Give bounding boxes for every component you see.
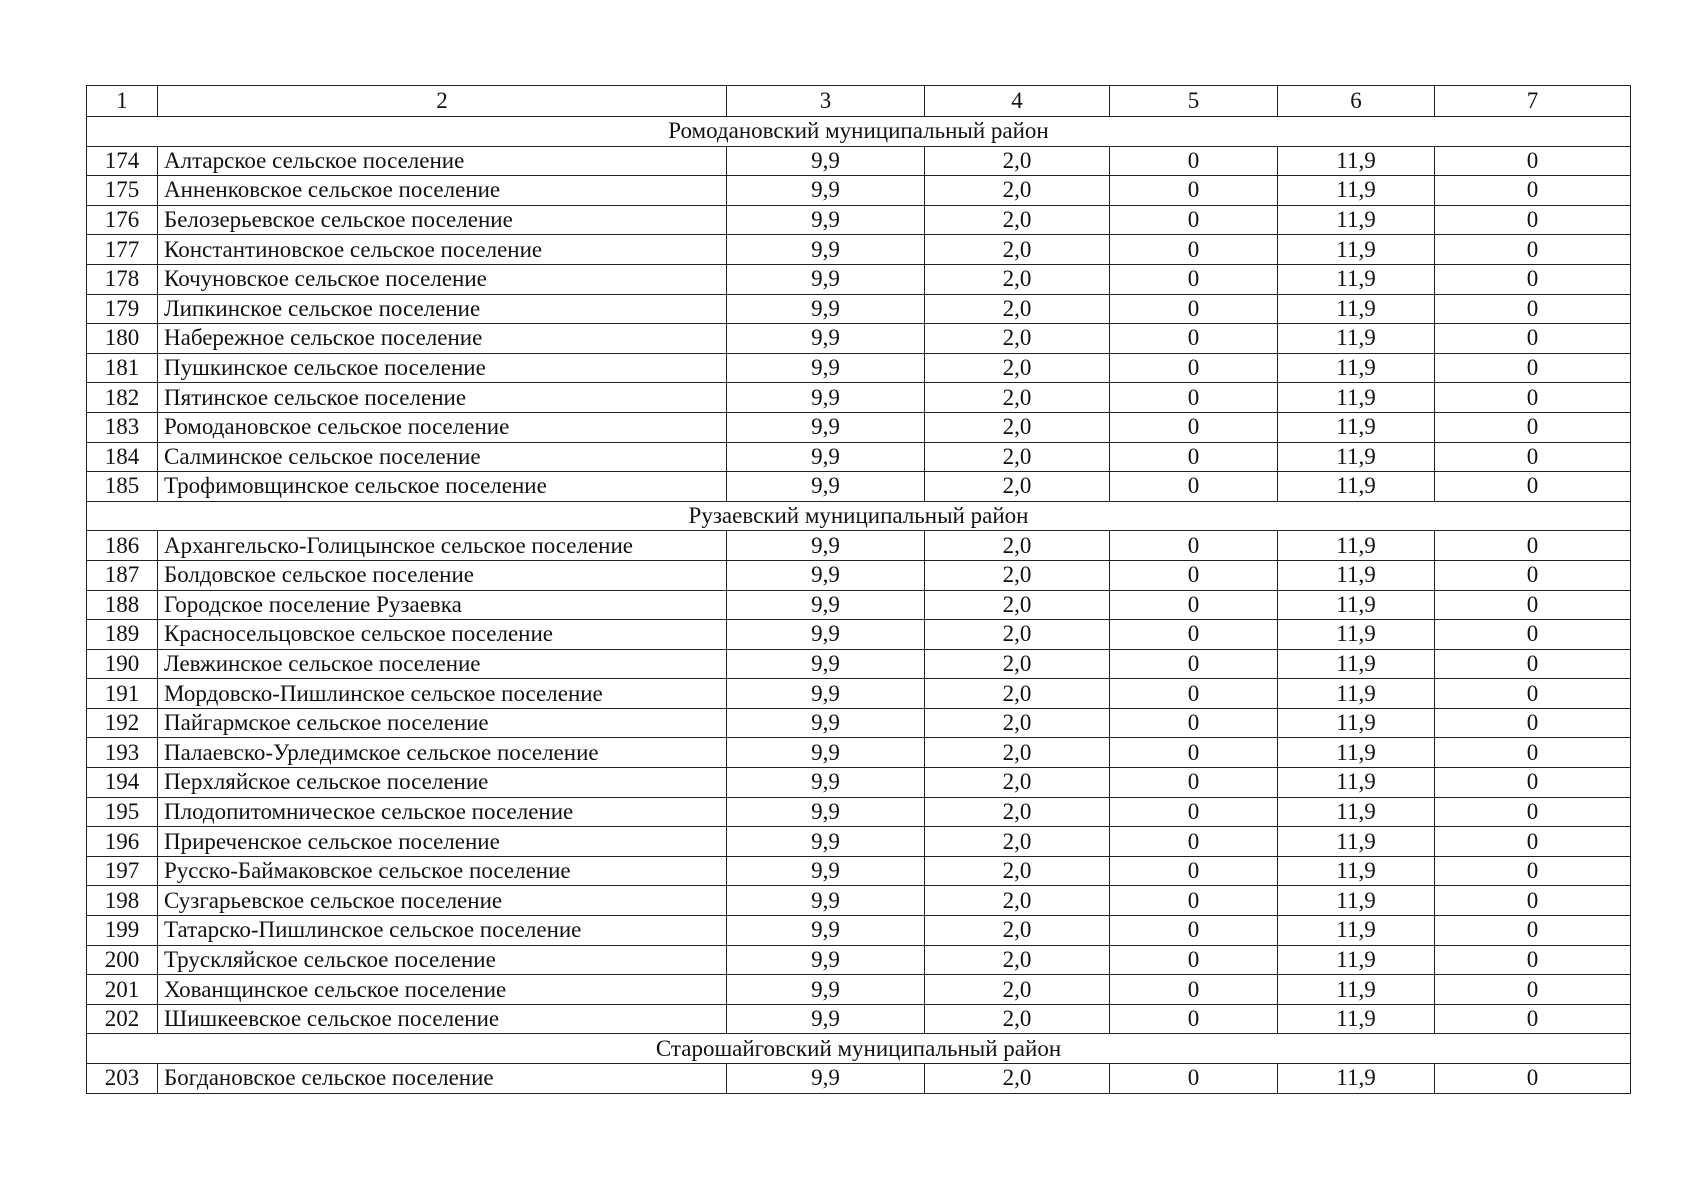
col7-value-cell: 0 <box>1435 768 1631 798</box>
col6-value-cell: 11,9 <box>1278 856 1435 886</box>
row-number-cell: 179 <box>87 294 158 324</box>
table-row <box>87 827 1631 857</box>
column-number-cell: 6 <box>1278 86 1435 117</box>
col4-value-cell: 2,0 <box>925 886 1110 916</box>
col7-value-cell: 0 <box>1435 412 1631 442</box>
col6-value-cell: 11,9 <box>1278 679 1435 709</box>
settlement-name-cell: Салминское сельское поселение <box>158 442 727 472</box>
col6-value-cell: 11,9 <box>1278 649 1435 679</box>
col4-value-cell: 2,0 <box>925 945 1110 975</box>
section-title: Старошайговский муниципальный район <box>87 1034 1631 1064</box>
row-number-cell: 183 <box>87 412 158 442</box>
col3-value-cell: 9,9 <box>727 886 925 916</box>
col4-value-cell: 2,0 <box>925 827 1110 857</box>
row-number-cell: 197 <box>87 856 158 886</box>
section-row <box>87 501 1631 531</box>
col6-value-cell: 11,9 <box>1278 975 1435 1005</box>
settlement-name-cell: Белозерьевское сельское поселение <box>158 205 727 235</box>
settlement-name-cell: Пятинское сельское поселение <box>158 383 727 413</box>
col6-value-cell: 11,9 <box>1278 768 1435 798</box>
settlement-name-cell: Перхляйское сельское поселение <box>158 768 727 798</box>
col4-value-cell: 2,0 <box>925 176 1110 206</box>
col4-value-cell: 2,0 <box>925 560 1110 590</box>
col5-value-cell: 0 <box>1110 1004 1278 1034</box>
table-row <box>87 531 1631 561</box>
settlement-name-cell: Красносельцовское сельское поселение <box>158 620 727 650</box>
col6-value-cell: 11,9 <box>1278 797 1435 827</box>
table-row <box>87 856 1631 886</box>
table-row <box>87 412 1631 442</box>
col3-value-cell: 9,9 <box>727 708 925 738</box>
column-number-cell: 2 <box>158 86 727 117</box>
row-number-cell: 192 <box>87 708 158 738</box>
row-number-cell: 202 <box>87 1004 158 1034</box>
col7-value-cell: 0 <box>1435 856 1631 886</box>
table-row <box>87 649 1631 679</box>
row-number-cell: 186 <box>87 531 158 561</box>
settlement-name-cell: Богдановское сельское поселение <box>158 1064 727 1094</box>
col3-value-cell: 9,9 <box>727 590 925 620</box>
col7-value-cell: 0 <box>1435 205 1631 235</box>
col4-value-cell: 2,0 <box>925 353 1110 383</box>
row-number-cell: 193 <box>87 738 158 768</box>
col5-value-cell: 0 <box>1110 1064 1278 1094</box>
col7-value-cell: 0 <box>1435 1064 1631 1094</box>
col5-value-cell: 0 <box>1110 590 1278 620</box>
col7-value-cell: 0 <box>1435 679 1631 709</box>
settlement-name-cell: Трускляйское сельское поселение <box>158 945 727 975</box>
settlement-name-cell: Кочуновское сельское поселение <box>158 264 727 294</box>
col5-value-cell: 0 <box>1110 205 1278 235</box>
col3-value-cell: 9,9 <box>727 738 925 768</box>
col6-value-cell: 11,9 <box>1278 738 1435 768</box>
col7-value-cell: 0 <box>1435 264 1631 294</box>
col6-value-cell: 11,9 <box>1278 472 1435 502</box>
col6-value-cell: 11,9 <box>1278 442 1435 472</box>
col5-value-cell: 0 <box>1110 472 1278 502</box>
col5-value-cell: 0 <box>1110 945 1278 975</box>
col6-value-cell: 11,9 <box>1278 620 1435 650</box>
col5-value-cell: 0 <box>1110 768 1278 798</box>
col4-value-cell: 2,0 <box>925 383 1110 413</box>
row-number-cell: 200 <box>87 945 158 975</box>
col5-value-cell: 0 <box>1110 620 1278 650</box>
col4-value-cell: 2,0 <box>925 916 1110 946</box>
col4-value-cell: 2,0 <box>925 649 1110 679</box>
settlement-name-cell: Алтарское сельское поселение <box>158 146 727 176</box>
row-number-cell: 190 <box>87 649 158 679</box>
col7-value-cell: 0 <box>1435 383 1631 413</box>
row-number-cell: 199 <box>87 916 158 946</box>
table-row <box>87 146 1631 176</box>
col6-value-cell: 11,9 <box>1278 827 1435 857</box>
col7-value-cell: 0 <box>1435 560 1631 590</box>
settlement-name-cell: Болдовское сельское поселение <box>158 560 727 590</box>
col7-value-cell: 0 <box>1435 738 1631 768</box>
col7-value-cell: 0 <box>1435 353 1631 383</box>
col6-value-cell: 11,9 <box>1278 531 1435 561</box>
settlement-name-cell: Шишкеевское сельское поселение <box>158 1004 727 1034</box>
col7-value-cell: 0 <box>1435 176 1631 206</box>
col4-value-cell: 2,0 <box>925 797 1110 827</box>
column-number-cell: 1 <box>87 86 158 117</box>
col7-value-cell: 0 <box>1435 708 1631 738</box>
col3-value-cell: 9,9 <box>727 1064 925 1094</box>
col4-value-cell: 2,0 <box>925 1004 1110 1034</box>
table-row <box>87 886 1631 916</box>
col4-value-cell: 2,0 <box>925 1064 1110 1094</box>
col4-value-cell: 2,0 <box>925 856 1110 886</box>
col3-value-cell: 9,9 <box>727 856 925 886</box>
col3-value-cell: 9,9 <box>727 146 925 176</box>
col3-value-cell: 9,9 <box>727 353 925 383</box>
col6-value-cell: 11,9 <box>1278 294 1435 324</box>
table-row <box>87 1004 1631 1034</box>
table-row <box>87 472 1631 502</box>
col5-value-cell: 0 <box>1110 916 1278 946</box>
settlement-name-cell: Мордовско-Пишлинское сельское поселение <box>158 679 727 709</box>
column-number-cell: 5 <box>1110 86 1278 117</box>
col7-value-cell: 0 <box>1435 294 1631 324</box>
col4-value-cell: 2,0 <box>925 442 1110 472</box>
col6-value-cell: 11,9 <box>1278 1064 1435 1094</box>
row-number-cell: 177 <box>87 235 158 265</box>
col7-value-cell: 0 <box>1435 531 1631 561</box>
settlement-name-cell: Трофимовщинское сельское поселение <box>158 472 727 502</box>
row-number-cell: 187 <box>87 560 158 590</box>
col6-value-cell: 11,9 <box>1278 590 1435 620</box>
col6-value-cell: 11,9 <box>1278 412 1435 442</box>
col3-value-cell: 9,9 <box>727 294 925 324</box>
table-row <box>87 975 1631 1005</box>
row-number-cell: 203 <box>87 1064 158 1094</box>
settlement-name-cell: Пушкинское сельское поселение <box>158 353 727 383</box>
table-row <box>87 679 1631 709</box>
column-number-cell: 3 <box>727 86 925 117</box>
col6-value-cell: 11,9 <box>1278 324 1435 354</box>
table-row <box>87 708 1631 738</box>
row-number-cell: 185 <box>87 472 158 502</box>
col3-value-cell: 9,9 <box>727 442 925 472</box>
row-number-cell: 182 <box>87 383 158 413</box>
settlement-name-cell: Набережное сельское поселение <box>158 324 727 354</box>
col5-value-cell: 0 <box>1110 383 1278 413</box>
row-number-cell: 191 <box>87 679 158 709</box>
col6-value-cell: 11,9 <box>1278 383 1435 413</box>
col4-value-cell: 2,0 <box>925 679 1110 709</box>
row-number-cell: 201 <box>87 975 158 1005</box>
column-number-cell: 4 <box>925 86 1110 117</box>
col5-value-cell: 0 <box>1110 679 1278 709</box>
table-row <box>87 768 1631 798</box>
table-row <box>87 205 1631 235</box>
table-row <box>87 235 1631 265</box>
col3-value-cell: 9,9 <box>727 176 925 206</box>
col7-value-cell: 0 <box>1435 235 1631 265</box>
col6-value-cell: 11,9 <box>1278 560 1435 590</box>
col3-value-cell: 9,9 <box>727 324 925 354</box>
col6-value-cell: 11,9 <box>1278 264 1435 294</box>
section-title: Рузаевский муниципальный район <box>87 501 1631 531</box>
section-row <box>87 1034 1631 1064</box>
row-number-cell: 196 <box>87 827 158 857</box>
col5-value-cell: 0 <box>1110 235 1278 265</box>
table-row <box>87 916 1631 946</box>
col7-value-cell: 0 <box>1435 827 1631 857</box>
col5-value-cell: 0 <box>1110 856 1278 886</box>
col4-value-cell: 2,0 <box>925 590 1110 620</box>
col5-value-cell: 0 <box>1110 886 1278 916</box>
col3-value-cell: 9,9 <box>727 916 925 946</box>
col5-value-cell: 0 <box>1110 264 1278 294</box>
col6-value-cell: 11,9 <box>1278 353 1435 383</box>
col4-value-cell: 2,0 <box>925 264 1110 294</box>
row-number-cell: 176 <box>87 205 158 235</box>
col5-value-cell: 0 <box>1110 176 1278 206</box>
settlement-name-cell: Сузгарьевское сельское поселение <box>158 886 727 916</box>
col3-value-cell: 9,9 <box>727 945 925 975</box>
table-row <box>87 620 1631 650</box>
row-number-cell: 175 <box>87 176 158 206</box>
col5-value-cell: 0 <box>1110 531 1278 561</box>
col3-value-cell: 9,9 <box>727 383 925 413</box>
data-table <box>86 85 1631 1094</box>
section-title: Ромодановский муниципальный район <box>87 117 1631 147</box>
settlement-name-cell: Архангельско-Голицынское сельское поселение <box>158 531 727 561</box>
col6-value-cell: 11,9 <box>1278 708 1435 738</box>
table-row <box>87 176 1631 206</box>
settlement-name-cell: Татарско-Пишлинское сельское поселение <box>158 916 727 946</box>
row-number-cell: 180 <box>87 324 158 354</box>
row-number-cell: 181 <box>87 353 158 383</box>
table-row <box>87 324 1631 354</box>
col4-value-cell: 2,0 <box>925 205 1110 235</box>
row-number-cell: 195 <box>87 797 158 827</box>
col5-value-cell: 0 <box>1110 738 1278 768</box>
col4-value-cell: 2,0 <box>925 472 1110 502</box>
col4-value-cell: 2,0 <box>925 768 1110 798</box>
col5-value-cell: 0 <box>1110 146 1278 176</box>
col3-value-cell: 9,9 <box>727 768 925 798</box>
col3-value-cell: 9,9 <box>727 620 925 650</box>
col3-value-cell: 9,9 <box>727 797 925 827</box>
table-row <box>87 560 1631 590</box>
col3-value-cell: 9,9 <box>727 560 925 590</box>
col7-value-cell: 0 <box>1435 945 1631 975</box>
col3-value-cell: 9,9 <box>727 205 925 235</box>
col4-value-cell: 2,0 <box>925 975 1110 1005</box>
table-row <box>87 383 1631 413</box>
row-number-cell: 188 <box>87 590 158 620</box>
col5-value-cell: 0 <box>1110 649 1278 679</box>
col6-value-cell: 11,9 <box>1278 235 1435 265</box>
col7-value-cell: 0 <box>1435 146 1631 176</box>
row-number-cell: 174 <box>87 146 158 176</box>
col3-value-cell: 9,9 <box>727 412 925 442</box>
col3-value-cell: 9,9 <box>727 679 925 709</box>
col7-value-cell: 0 <box>1435 1004 1631 1034</box>
settlement-name-cell: Плодопитомническое сельское поселение <box>158 797 727 827</box>
settlement-name-cell: Константиновское сельское поселение <box>158 235 727 265</box>
col5-value-cell: 0 <box>1110 797 1278 827</box>
col5-value-cell: 0 <box>1110 442 1278 472</box>
col7-value-cell: 0 <box>1435 620 1631 650</box>
col6-value-cell: 11,9 <box>1278 205 1435 235</box>
table-row <box>87 738 1631 768</box>
col5-value-cell: 0 <box>1110 353 1278 383</box>
settlement-name-cell: Пайгармское сельское поселение <box>158 708 727 738</box>
col7-value-cell: 0 <box>1435 886 1631 916</box>
table-body <box>87 86 1631 1094</box>
row-number-cell: 194 <box>87 768 158 798</box>
col6-value-cell: 11,9 <box>1278 886 1435 916</box>
col5-value-cell: 0 <box>1110 708 1278 738</box>
col6-value-cell: 11,9 <box>1278 176 1435 206</box>
settlement-name-cell: Приреченское сельское поселение <box>158 827 727 857</box>
col4-value-cell: 2,0 <box>925 620 1110 650</box>
settlement-name-cell: Липкинское сельское поселение <box>158 294 727 324</box>
col4-value-cell: 2,0 <box>925 235 1110 265</box>
table-row <box>87 1064 1631 1094</box>
row-number-cell: 184 <box>87 442 158 472</box>
col5-value-cell: 0 <box>1110 975 1278 1005</box>
col5-value-cell: 0 <box>1110 412 1278 442</box>
settlement-name-cell: Анненковское сельское поселение <box>158 176 727 206</box>
table-row <box>87 797 1631 827</box>
col4-value-cell: 2,0 <box>925 738 1110 768</box>
table-row <box>87 945 1631 975</box>
col7-value-cell: 0 <box>1435 975 1631 1005</box>
col3-value-cell: 9,9 <box>727 531 925 561</box>
col3-value-cell: 9,9 <box>727 649 925 679</box>
table-row <box>87 294 1631 324</box>
table-row <box>87 264 1631 294</box>
col5-value-cell: 0 <box>1110 827 1278 857</box>
section-row <box>87 117 1631 147</box>
col3-value-cell: 9,9 <box>727 235 925 265</box>
col4-value-cell: 2,0 <box>925 412 1110 442</box>
row-number-cell: 189 <box>87 620 158 650</box>
col4-value-cell: 2,0 <box>925 146 1110 176</box>
col6-value-cell: 11,9 <box>1278 146 1435 176</box>
col4-value-cell: 2,0 <box>925 708 1110 738</box>
column-number-row <box>87 86 1631 117</box>
col6-value-cell: 11,9 <box>1278 945 1435 975</box>
col7-value-cell: 0 <box>1435 590 1631 620</box>
col3-value-cell: 9,9 <box>727 975 925 1005</box>
settlement-name-cell: Городское поселение Рузаевка <box>158 590 727 620</box>
col7-value-cell: 0 <box>1435 649 1631 679</box>
col3-value-cell: 9,9 <box>727 472 925 502</box>
col3-value-cell: 9,9 <box>727 827 925 857</box>
settlement-name-cell: Палаевско-Урледимское сельское поселение <box>158 738 727 768</box>
col7-value-cell: 0 <box>1435 916 1631 946</box>
col5-value-cell: 0 <box>1110 560 1278 590</box>
col6-value-cell: 11,9 <box>1278 1004 1435 1034</box>
col4-value-cell: 2,0 <box>925 531 1110 561</box>
settlement-name-cell: Русско-Баймаковское сельское поселение <box>158 856 727 886</box>
col5-value-cell: 0 <box>1110 324 1278 354</box>
col3-value-cell: 9,9 <box>727 1004 925 1034</box>
table-row <box>87 353 1631 383</box>
table-row <box>87 590 1631 620</box>
col4-value-cell: 2,0 <box>925 294 1110 324</box>
col7-value-cell: 0 <box>1435 324 1631 354</box>
row-number-cell: 178 <box>87 264 158 294</box>
row-number-cell: 198 <box>87 886 158 916</box>
column-number-cell: 7 <box>1435 86 1631 117</box>
col7-value-cell: 0 <box>1435 797 1631 827</box>
col4-value-cell: 2,0 <box>925 324 1110 354</box>
settlement-name-cell: Хованщинское сельское поселение <box>158 975 727 1005</box>
col7-value-cell: 0 <box>1435 472 1631 502</box>
settlement-name-cell: Ромодановское сельское поселение <box>158 412 727 442</box>
table-row <box>87 442 1631 472</box>
col3-value-cell: 9,9 <box>727 264 925 294</box>
col5-value-cell: 0 <box>1110 294 1278 324</box>
col7-value-cell: 0 <box>1435 442 1631 472</box>
settlement-name-cell: Левжинское сельское поселение <box>158 649 727 679</box>
col6-value-cell: 11,9 <box>1278 916 1435 946</box>
